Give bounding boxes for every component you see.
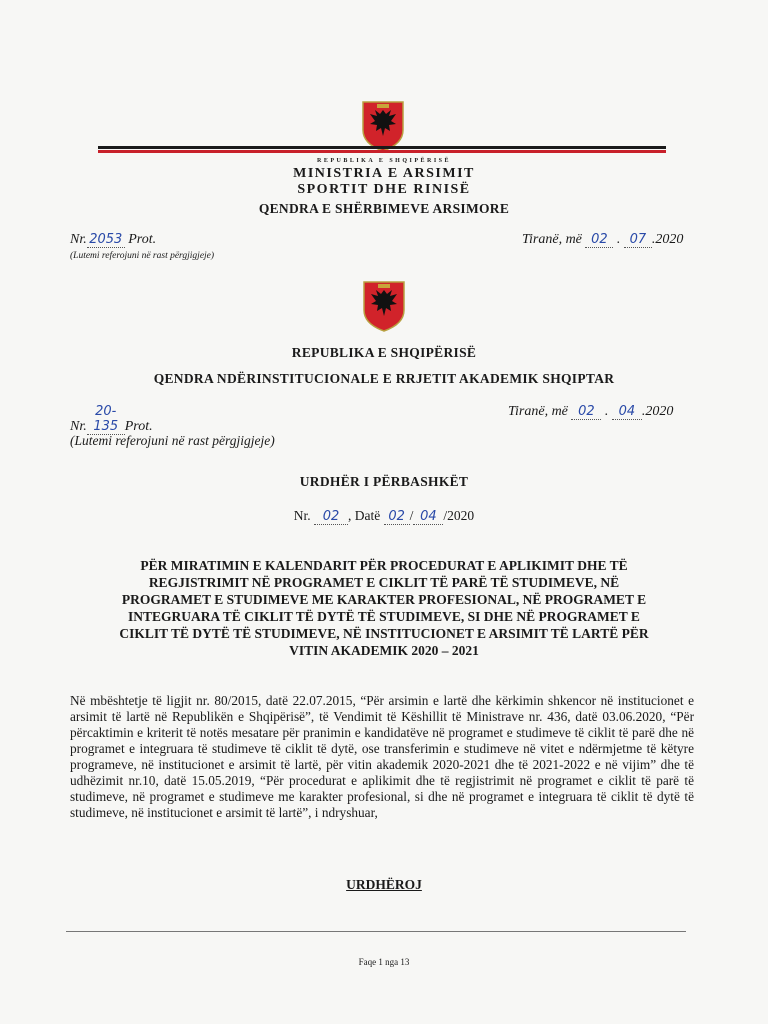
year-label: .2020 [641, 404, 674, 419]
year-label: .2020 [651, 232, 684, 247]
handwritten-month: 07 [624, 232, 652, 248]
legal-basis-paragraph: Në mbështetje të ligjit nr. 80/2015, datë 22.07.2015, “Për arsimin e lartë dhe kërkimin shkencor në institucionet e arsimit të lartë në Republikën e Shqipërisë”, të Vendimit të Këshillit të Ministrave nr. 436, datë 03.06.2020, “Për përcaktimin e kriterit të notës mesatare për pranimin e kandidatëve në programet e studimeve të ciklit të parë dhe në programet e integruara të studimeve të ciklit të dytë, ose transferimin e studimeve në vitet e ndërmjetme të këtyre programeve, në institucionet e arsimit të lartë, për vitin akademik 2020-2021 dhe të 2021-2022 e në vijim” dhe të udhëzimit nr.10, datë 15.05.2019, “Për procedurat e aplikimit dhe të regjistrimit në programet e ciklit të parë të studimeve, në programet e studimeve me karakter profesional, si dhe në programet e integruara të ciklit të dytë të studimeve, në institucionet e arsimit të lartë”, i ndryshuar, [70, 693, 694, 820]
place-label: Tiranë, më [522, 232, 582, 247]
decree-heading-text: URDHËROJ [346, 877, 422, 892]
subject-line: PËR MIRATIMIN E KALENDARIT PËR PROCEDURAT E APLIKIMIT DHE TË [140, 558, 628, 573]
handwritten-ref-number: 2053 [87, 232, 125, 248]
nr-prefix: Nr. [70, 232, 87, 247]
agency-title: QENDRA E SHËRBIMEVE ARSIMORE [258, 201, 510, 216]
order-nr-label: Nr. [293, 508, 311, 523]
handwritten-day: 02 [585, 232, 613, 248]
decree-heading [0, 877, 768, 893]
republic-small-caption: REPUBLIKA E SHQIPËRISË [316, 158, 452, 164]
prot-label: Prot. [128, 232, 157, 247]
albania-coat-of-arms-icon [360, 100, 406, 152]
subject-line: PROGRAMET E STUDIMEVE ME KARAKTER PROFESIONAL, NË PROGRAMET E [121, 592, 647, 607]
order-title: URDHËR I PËRBASHKËT [299, 474, 469, 489]
page-number: Faqe 1 nga 13 [358, 957, 410, 967]
order-year-label: /2020 [443, 508, 475, 523]
header-black-rule [98, 146, 666, 149]
prot-label: Prot. [124, 419, 153, 434]
albania-coat-of-arms-icon-2 [361, 280, 407, 332]
handwritten-ref-number: 20-135 [87, 404, 125, 435]
handwritten-day: 02 [571, 404, 601, 420]
subject-line: INTEGRUARA TË CIKLIT TË DYTË TË STUDIMEVE, SI DHE NË PROGRAMET E [128, 609, 640, 624]
header-red-rule [98, 150, 666, 153]
nr-prefix: Nr. [70, 419, 87, 434]
footer-rule [66, 931, 686, 932]
reference-number-1 [70, 232, 156, 248]
ministry-line-2: SPORTIT DHE RINISË [297, 182, 471, 197]
order-date-label: , Datë [348, 508, 381, 523]
handwritten-order-number: 02 [314, 509, 348, 525]
handwritten-order-day: 02 [384, 509, 410, 525]
ministry-line-1: MINISTRIA E ARSIMIT [293, 166, 475, 181]
place-date-1: Tiranë, më 02 . 07 .2020 [522, 232, 684, 247]
subject-line: CIKLIT TË DYTË TË STUDIMEVE, NË INSTITUCIONET E ARSIMIT TË LARTË PËR [119, 626, 649, 641]
handwritten-month: 04 [612, 404, 642, 420]
place-date-2: Tiranë, më 02 . 04 .2020 [508, 404, 674, 419]
order-number-date: Nr. 02 , Datë 02 / 04 /2020 [293, 508, 475, 524]
reply-reference-note-2: (Lutemi referojuni në rast përgjigjeje) [70, 433, 275, 448]
handwritten-order-month: 04 [413, 509, 443, 525]
academic-network-agency-title: QENDRA NDËRINSTITUCIONALE E RRJETIT AKADEMIK SHQIPTAR [153, 371, 615, 386]
subject-line: VITIN AKADEMIK 2020 – 2021 [289, 643, 479, 658]
reference-number-2 [70, 404, 153, 435]
republic-title: REPUBLIKA E SHQIPËRISË [291, 345, 477, 360]
reply-reference-note: (Lutemi referojuni në rast përgjigjeje) [70, 251, 215, 261]
subject-line: REGJISTRIMIT NË PROGRAMET E CIKLIT TË PARË TË STUDIMEVE, NË [148, 575, 620, 590]
order-subject [70, 557, 698, 659]
place-label: Tiranë, më [508, 404, 568, 419]
